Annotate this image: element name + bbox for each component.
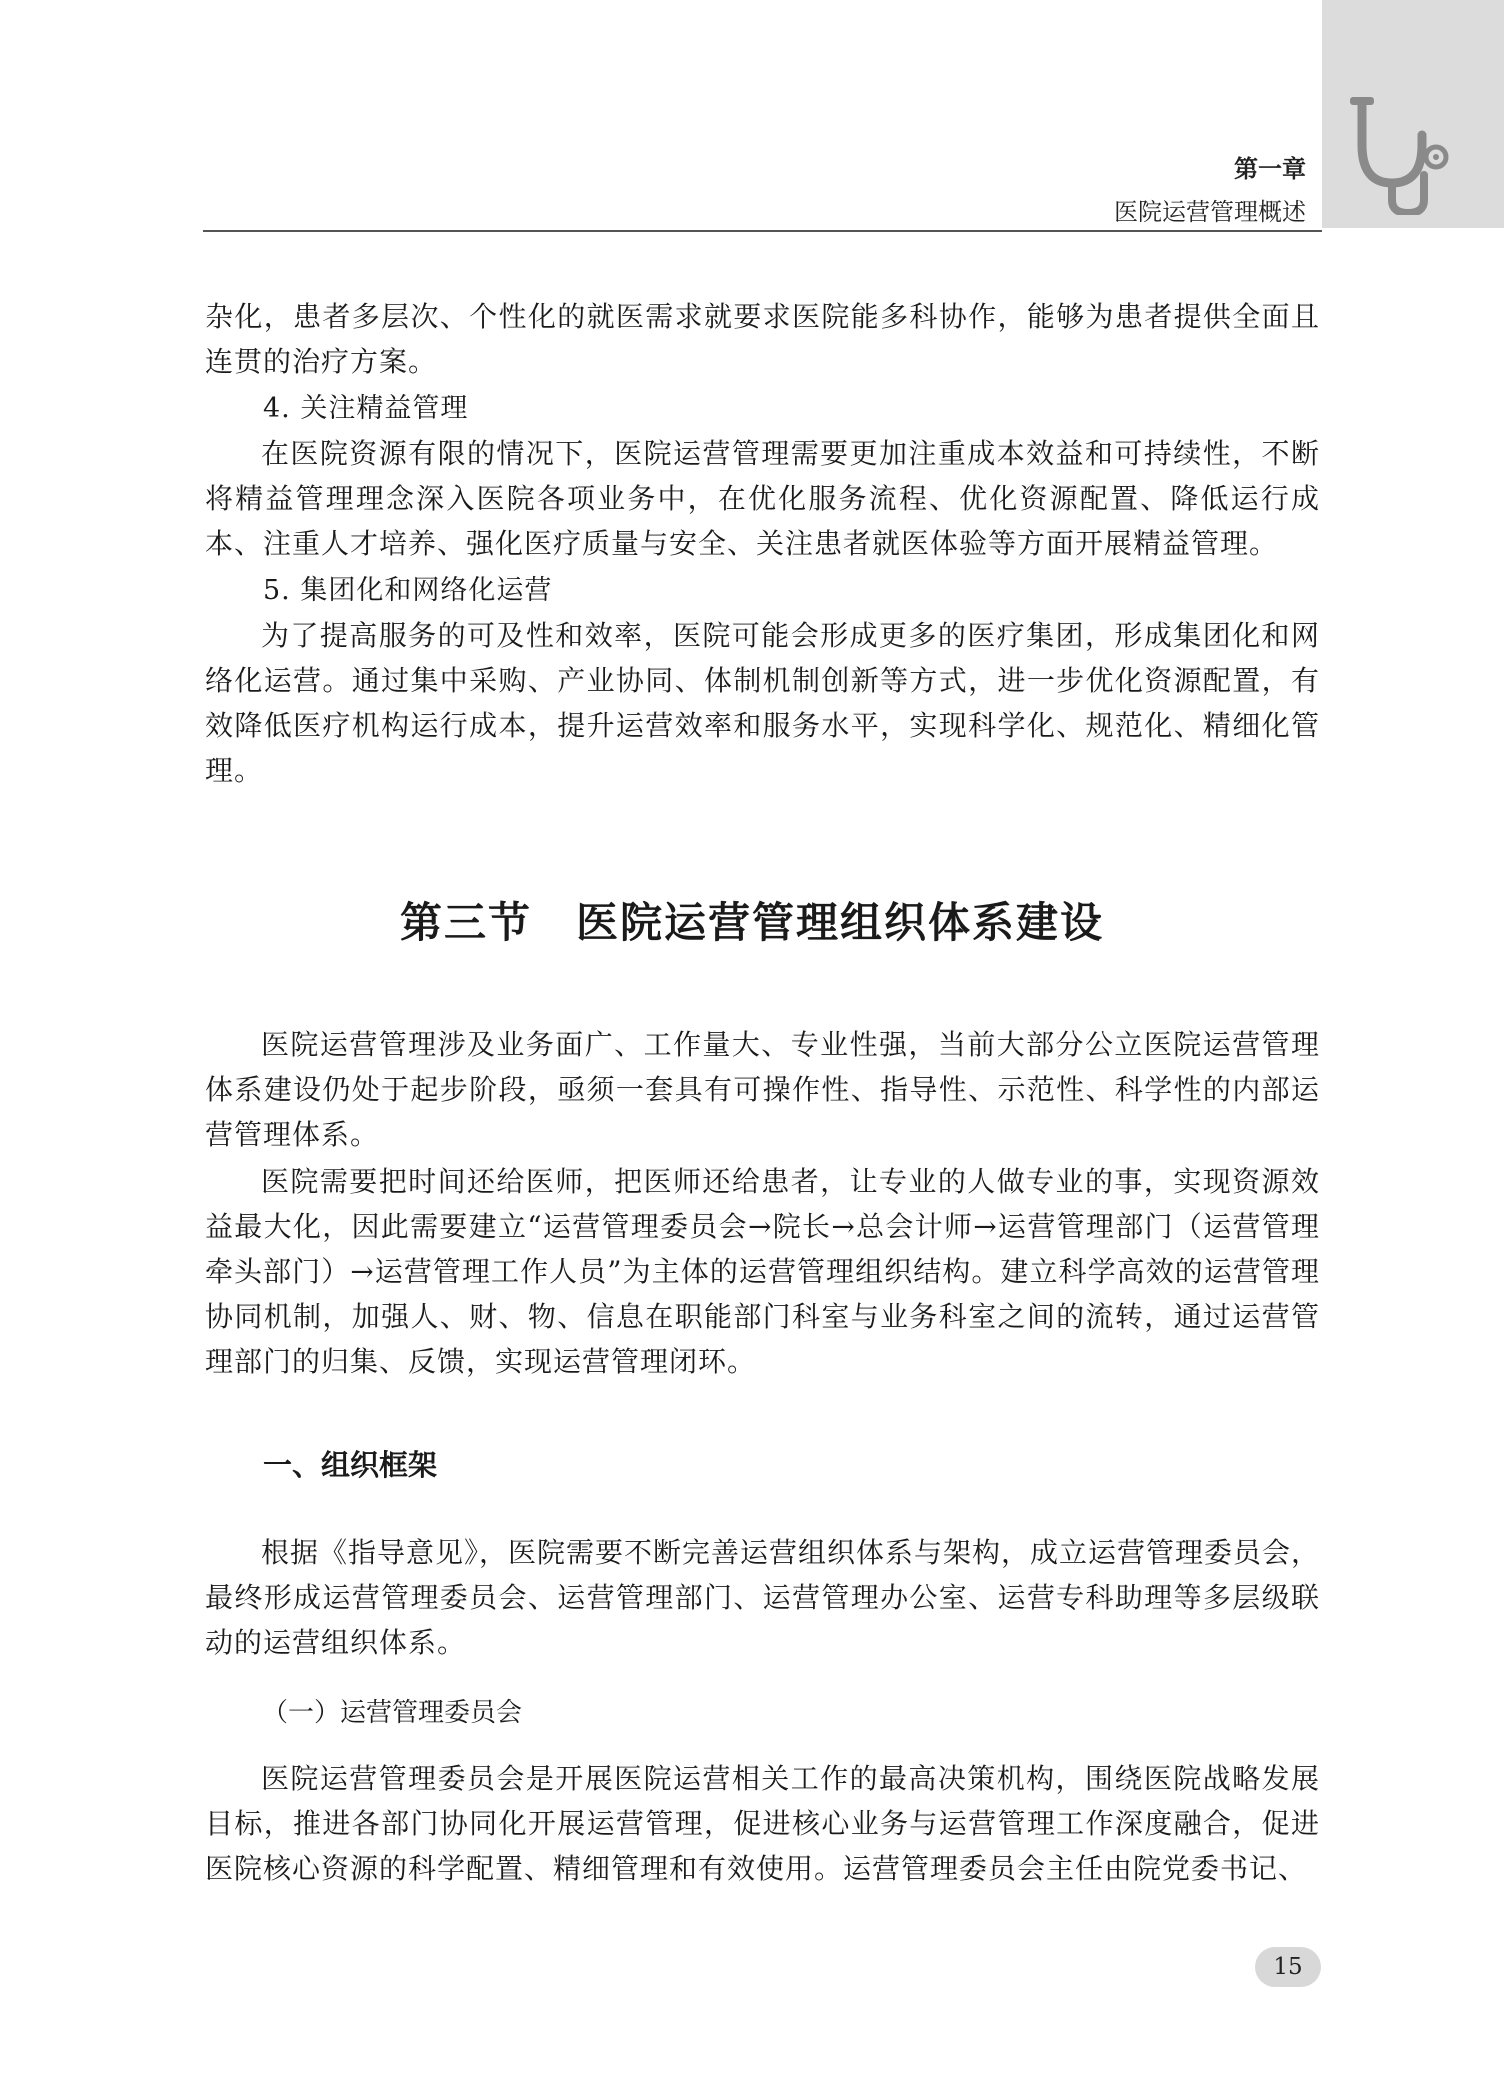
- section-number: 第三节: [399, 898, 532, 947]
- running-header-chapter: 第一章: [1234, 155, 1306, 183]
- section-paragraph-1: 医院运营管理涉及业务面广、工作量大、专业性强，当前大部分公立医院运营管理体系建设仍处于起步阶段，亟须一套具有可操作性、指导性、示范性、科学性的内部运营管理体系。: [205, 1028, 1320, 1151]
- section-heading: [0, 890, 1504, 950]
- stethoscope-icon: [1340, 95, 1450, 215]
- section-body: [205, 1022, 1320, 1384]
- paragraph-continued: 杂化，患者多层次、个性化的就医需求就要求医院能多科协作，能够为患者提供全面且连贯的治疗方案。: [205, 300, 1320, 378]
- running-header-title: 医院运营管理概述: [1114, 198, 1306, 226]
- subsection-heading: 一、组织框架: [263, 1448, 438, 1482]
- org-body-2: [205, 1756, 1320, 1891]
- section-paragraph-2: 医院需要把时间还给医师，把医师还给患者，让专业的人做专业的事，实现资源效益最大化，因此需要建立“运营管理委员会→院长→总会计师→运营管理部门（运营管理牵头部门）→运营管理工作人员”为主体的运营管理组织结构。建立科学高效的运营管理协同机制，加强人、财、物、信息在职能部门科室与业务科室之间的流转，通过运营管理部门的归集、反馈，实现运营管理闭环。: [205, 1165, 1320, 1378]
- item-4-text: 在医院资源有限的情况下，医院运营管理需要更加注重成本效益和可持续性，不断将精益管理理念深入医院各项业务中，在优化服务流程、优化资源配置、降低运行成本、注重人才培养、强化医疗质量与安全、关注患者就医体验等方面开展精益管理。: [205, 437, 1320, 560]
- item-5-text: 为了提高服务的可及性和效率，医院可能会形成更多的医疗集团，形成集团化和网络化运营。通过集中采购、产业协同、体制机制创新等方式，进一步优化资源配置，有效降低医疗机构运行成本，提升运营效率和服务水平，实现科学化、规范化、精细化管理。: [205, 619, 1320, 787]
- sub-subsection-heading: （一）运营管理委员会: [262, 1698, 523, 1728]
- item-5-title: 5. 集团化和网络化运营: [263, 575, 553, 606]
- top-body: [205, 294, 1320, 793]
- section-title: 医院运营管理组织体系建设: [576, 898, 1105, 947]
- org-body-1: [205, 1530, 1320, 1665]
- page-number: 15: [1255, 1947, 1321, 1987]
- item-4-title: 4. 关注精益管理: [263, 393, 469, 424]
- org-paragraph-2: 医院运营管理委员会是开展医院运营相关工作的最高决策机构，围绕医院战略发展目标，推进各部门协同化开展运营管理，促进核心业务与运营管理工作深度融合，促进医院核心资源的科学配置、精细管理和有效使用。运营管理委员会主任由院党委书记、: [205, 1762, 1320, 1885]
- org-paragraph-1: 根据《指导意见》，医院需要不断完善运营组织体系与架构，成立运营管理委员会，最终形成运营管理委员会、运营管理部门、运营管理办公室、运营专科助理等多层级联动的运营组织体系。: [205, 1536, 1321, 1659]
- header-divider: [203, 230, 1322, 232]
